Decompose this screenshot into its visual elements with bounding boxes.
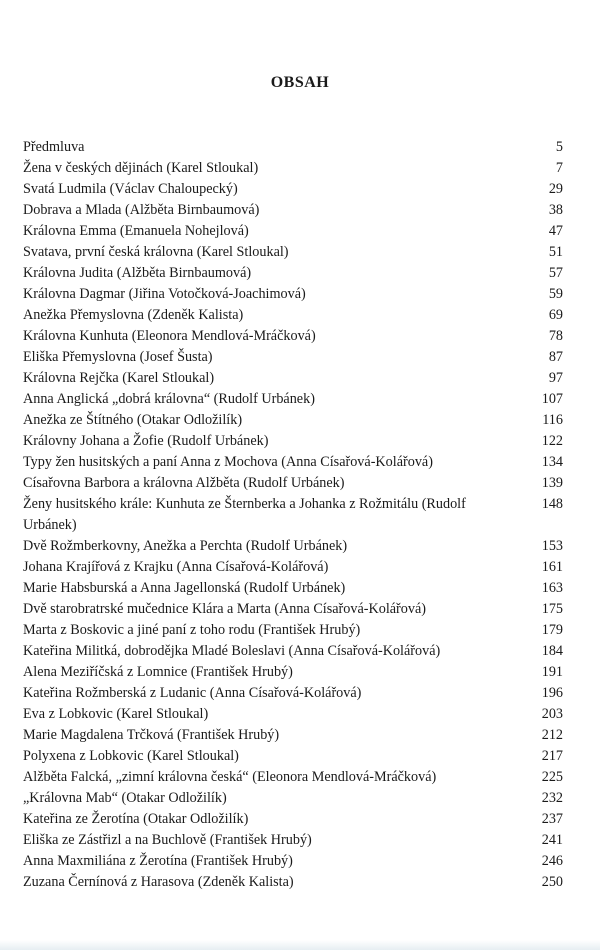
toc-entry-page-number: 179 (541, 622, 563, 638)
toc-entry (23, 389, 563, 410)
toc-entry-page-number: 139 (541, 475, 563, 491)
toc-entry-page-number: 69 (548, 307, 563, 323)
toc-entry (23, 872, 563, 893)
toc-entry-title: Dvě Rožmberkovny, Anežka a Perchta (Rudolf Urbánek) (23, 538, 348, 554)
toc-entry (23, 767, 563, 788)
toc-entry (23, 347, 563, 368)
toc-entry-page-number: 250 (541, 874, 563, 890)
toc-entry-page-number: 97 (548, 370, 563, 386)
toc-entry-page-number: 225 (541, 769, 563, 785)
toc-entry-title: Svatá Ludmila (Václav Chaloupecký) (23, 181, 238, 197)
toc-entry-page-number: 163 (541, 580, 563, 596)
toc-entry (23, 683, 563, 704)
toc-entry-title: Marta z Boskovic a jiné paní z toho rodu (František Hrubý) (23, 622, 361, 638)
toc-entry-title: Anežka Přemyslovna (Zdeněk Kalista) (23, 307, 244, 323)
toc-entry-page-number: 134 (541, 454, 563, 470)
toc-entry (23, 326, 563, 347)
toc-entry-page-number: 191 (541, 664, 563, 680)
toc-entry (23, 494, 563, 536)
toc-entry (23, 830, 563, 851)
toc-entry-title: Královna Emma (Emanuela Nohejlová) (23, 223, 249, 239)
toc-entry-title: Ženy husitského krále: Kunhuta ze Šternberka a Johanka z Rožmitálu (Rudolf Urbánek) (23, 496, 466, 533)
toc-entry (23, 305, 563, 326)
toc-entry-title: Kateřina Militká, dobrodějka Mladé Boleslavi (Anna Císařová-Kolářová) (23, 643, 441, 659)
toc-entry-page-number: 148 (541, 496, 563, 512)
toc-entry (23, 809, 563, 830)
toc-entry (23, 557, 563, 578)
page-title: OBSAH (270, 74, 330, 91)
toc-entry-page-number: 184 (541, 643, 563, 659)
table-of-contents (23, 137, 563, 893)
toc-entry (23, 284, 563, 305)
toc-entry-title: Alena Meziříčská z Lomnice (František Hrubý) (23, 664, 293, 680)
toc-entry (23, 641, 563, 662)
toc-entry-page-number: 212 (541, 727, 563, 743)
toc-entry-title: Královna Rejčka (Karel Stloukal) (23, 370, 215, 386)
toc-entry-page-number: 237 (541, 811, 563, 827)
toc-entry-title: Královna Kunhuta (Eleonora Mendlová-Mráčková) (23, 328, 316, 344)
toc-entry-page-number: 153 (541, 538, 563, 554)
toc-entry-title: Žena v českých dějinách (Karel Stloukal) (23, 160, 259, 176)
toc-entry-title: Královna Judita (Alžběta Birnbaumová) (23, 265, 252, 281)
toc-entry-title: Svatava, první česká královna (Karel Stloukal) (23, 244, 289, 260)
toc-entry-page-number: 29 (548, 181, 563, 197)
toc-entry (23, 221, 563, 242)
toc-entry-page-number: 57 (548, 265, 563, 281)
toc-entry-title: Dobrava a Mlada (Alžběta Birnbaumová) (23, 202, 260, 218)
toc-entry-title: Kateřina Rožmberská z Ludanic (Anna Císařová-Kolářová) (23, 685, 362, 701)
toc-entry-title: Předmluva (23, 139, 85, 155)
toc-entry (23, 473, 563, 494)
toc-entry (23, 242, 563, 263)
toc-entry-page-number: 7 (555, 160, 563, 176)
toc-entry (23, 746, 563, 767)
toc-entry-title: Polyxena z Lobkovic (Karel Stloukal) (23, 748, 239, 764)
toc-entry (23, 368, 563, 389)
toc-entry (23, 704, 563, 725)
toc-entry (23, 662, 563, 683)
toc-entry-title: Zuzana Černínová z Harasova (Zdeněk Kalista) (23, 874, 294, 890)
toc-entry-title: Anna Anglická „dobrá královna“ (Rudolf Urbánek) (23, 391, 315, 407)
toc-entry-page-number: 38 (548, 202, 563, 218)
toc-entry-page-number: 241 (541, 832, 563, 848)
toc-entry (23, 578, 563, 599)
toc-entry-title: Dvě starobratrské mučednice Klára a Marta (Anna Císařová-Kolářová) (23, 601, 426, 617)
toc-entry-page-number: 51 (548, 244, 563, 260)
toc-entry (23, 263, 563, 284)
toc-entry-page-number: 203 (541, 706, 563, 722)
toc-entry (23, 200, 563, 221)
toc-entry (23, 158, 563, 179)
toc-entry (23, 851, 563, 872)
toc-entry-title: Královna Dagmar (Jiřina Votočková-Joachimová) (23, 286, 306, 302)
toc-entry (23, 599, 563, 620)
toc-entry-title: „Královna Mab“ (Otakar Odložilík) (23, 790, 227, 806)
toc-entry (23, 137, 563, 158)
toc-entry-page-number: 47 (548, 223, 563, 239)
toc-entry-title: Johana Krajířová z Krajku (Anna Císařová-Kolářová) (23, 559, 329, 575)
toc-entry-page-number: 107 (541, 391, 563, 407)
toc-entry-title: Eva z Lobkovic (Karel Stloukal) (23, 706, 209, 722)
toc-entry-title: Kateřina ze Žerotína (Otakar Odložilík) (23, 811, 249, 827)
toc-entry-page-number: 196 (541, 685, 563, 701)
toc-entry-page-number: 116 (542, 412, 563, 428)
toc-entry-page-number: 161 (541, 559, 563, 575)
toc-entry (23, 410, 563, 431)
toc-entry-title: Typy žen husitských a paní Anna z Mochova (Anna Císařová-Kolářová) (23, 454, 433, 470)
toc-entry-title: Královny Johana a Žofie (Rudolf Urbánek) (23, 433, 269, 449)
toc-entry-title: Anna Maxmiliána z Žerotína (František Hrubý) (23, 853, 293, 869)
toc-entry-title: Anežka ze Štítného (Otakar Odložilík) (23, 412, 243, 428)
toc-entry-title: Eliška ze Zástřizl a na Buchlově (František Hrubý) (23, 832, 312, 848)
toc-entry (23, 179, 563, 200)
toc-entry-page-number: 122 (541, 433, 563, 449)
toc-entry-page-number: 246 (541, 853, 563, 869)
toc-entry-title: Císařovna Barbora a královna Alžběta (Rudolf Urbánek) (23, 475, 345, 491)
toc-entry (23, 725, 563, 746)
toc-entry-page-number: 78 (548, 328, 563, 344)
toc-entry-page-number: 175 (541, 601, 563, 617)
toc-entry (23, 536, 563, 557)
toc-entry (23, 620, 563, 641)
toc-entry (23, 788, 563, 809)
toc-entry-title: Alžběta Falcká, „zimní královna česká“ (Eleonora Mendlová-Mráčková) (23, 769, 437, 785)
toc-entry-title: Marie Magdalena Trčková (František Hrubý) (23, 727, 280, 743)
toc-entry (23, 431, 563, 452)
page-bottom-edge (0, 940, 600, 950)
toc-entry-page-number: 5 (555, 139, 563, 155)
toc-entry-title: Eliška Přemyslovna (Josef Šusta) (23, 349, 213, 365)
toc-entry-page-number: 59 (548, 286, 563, 302)
toc-entry-page-number: 217 (541, 748, 563, 764)
toc-entry (23, 452, 563, 473)
toc-entry-page-number: 232 (541, 790, 563, 806)
toc-entry-page-number: 87 (548, 349, 563, 365)
toc-entry-title: Marie Habsburská a Anna Jagellonská (Rudolf Urbánek) (23, 580, 346, 596)
